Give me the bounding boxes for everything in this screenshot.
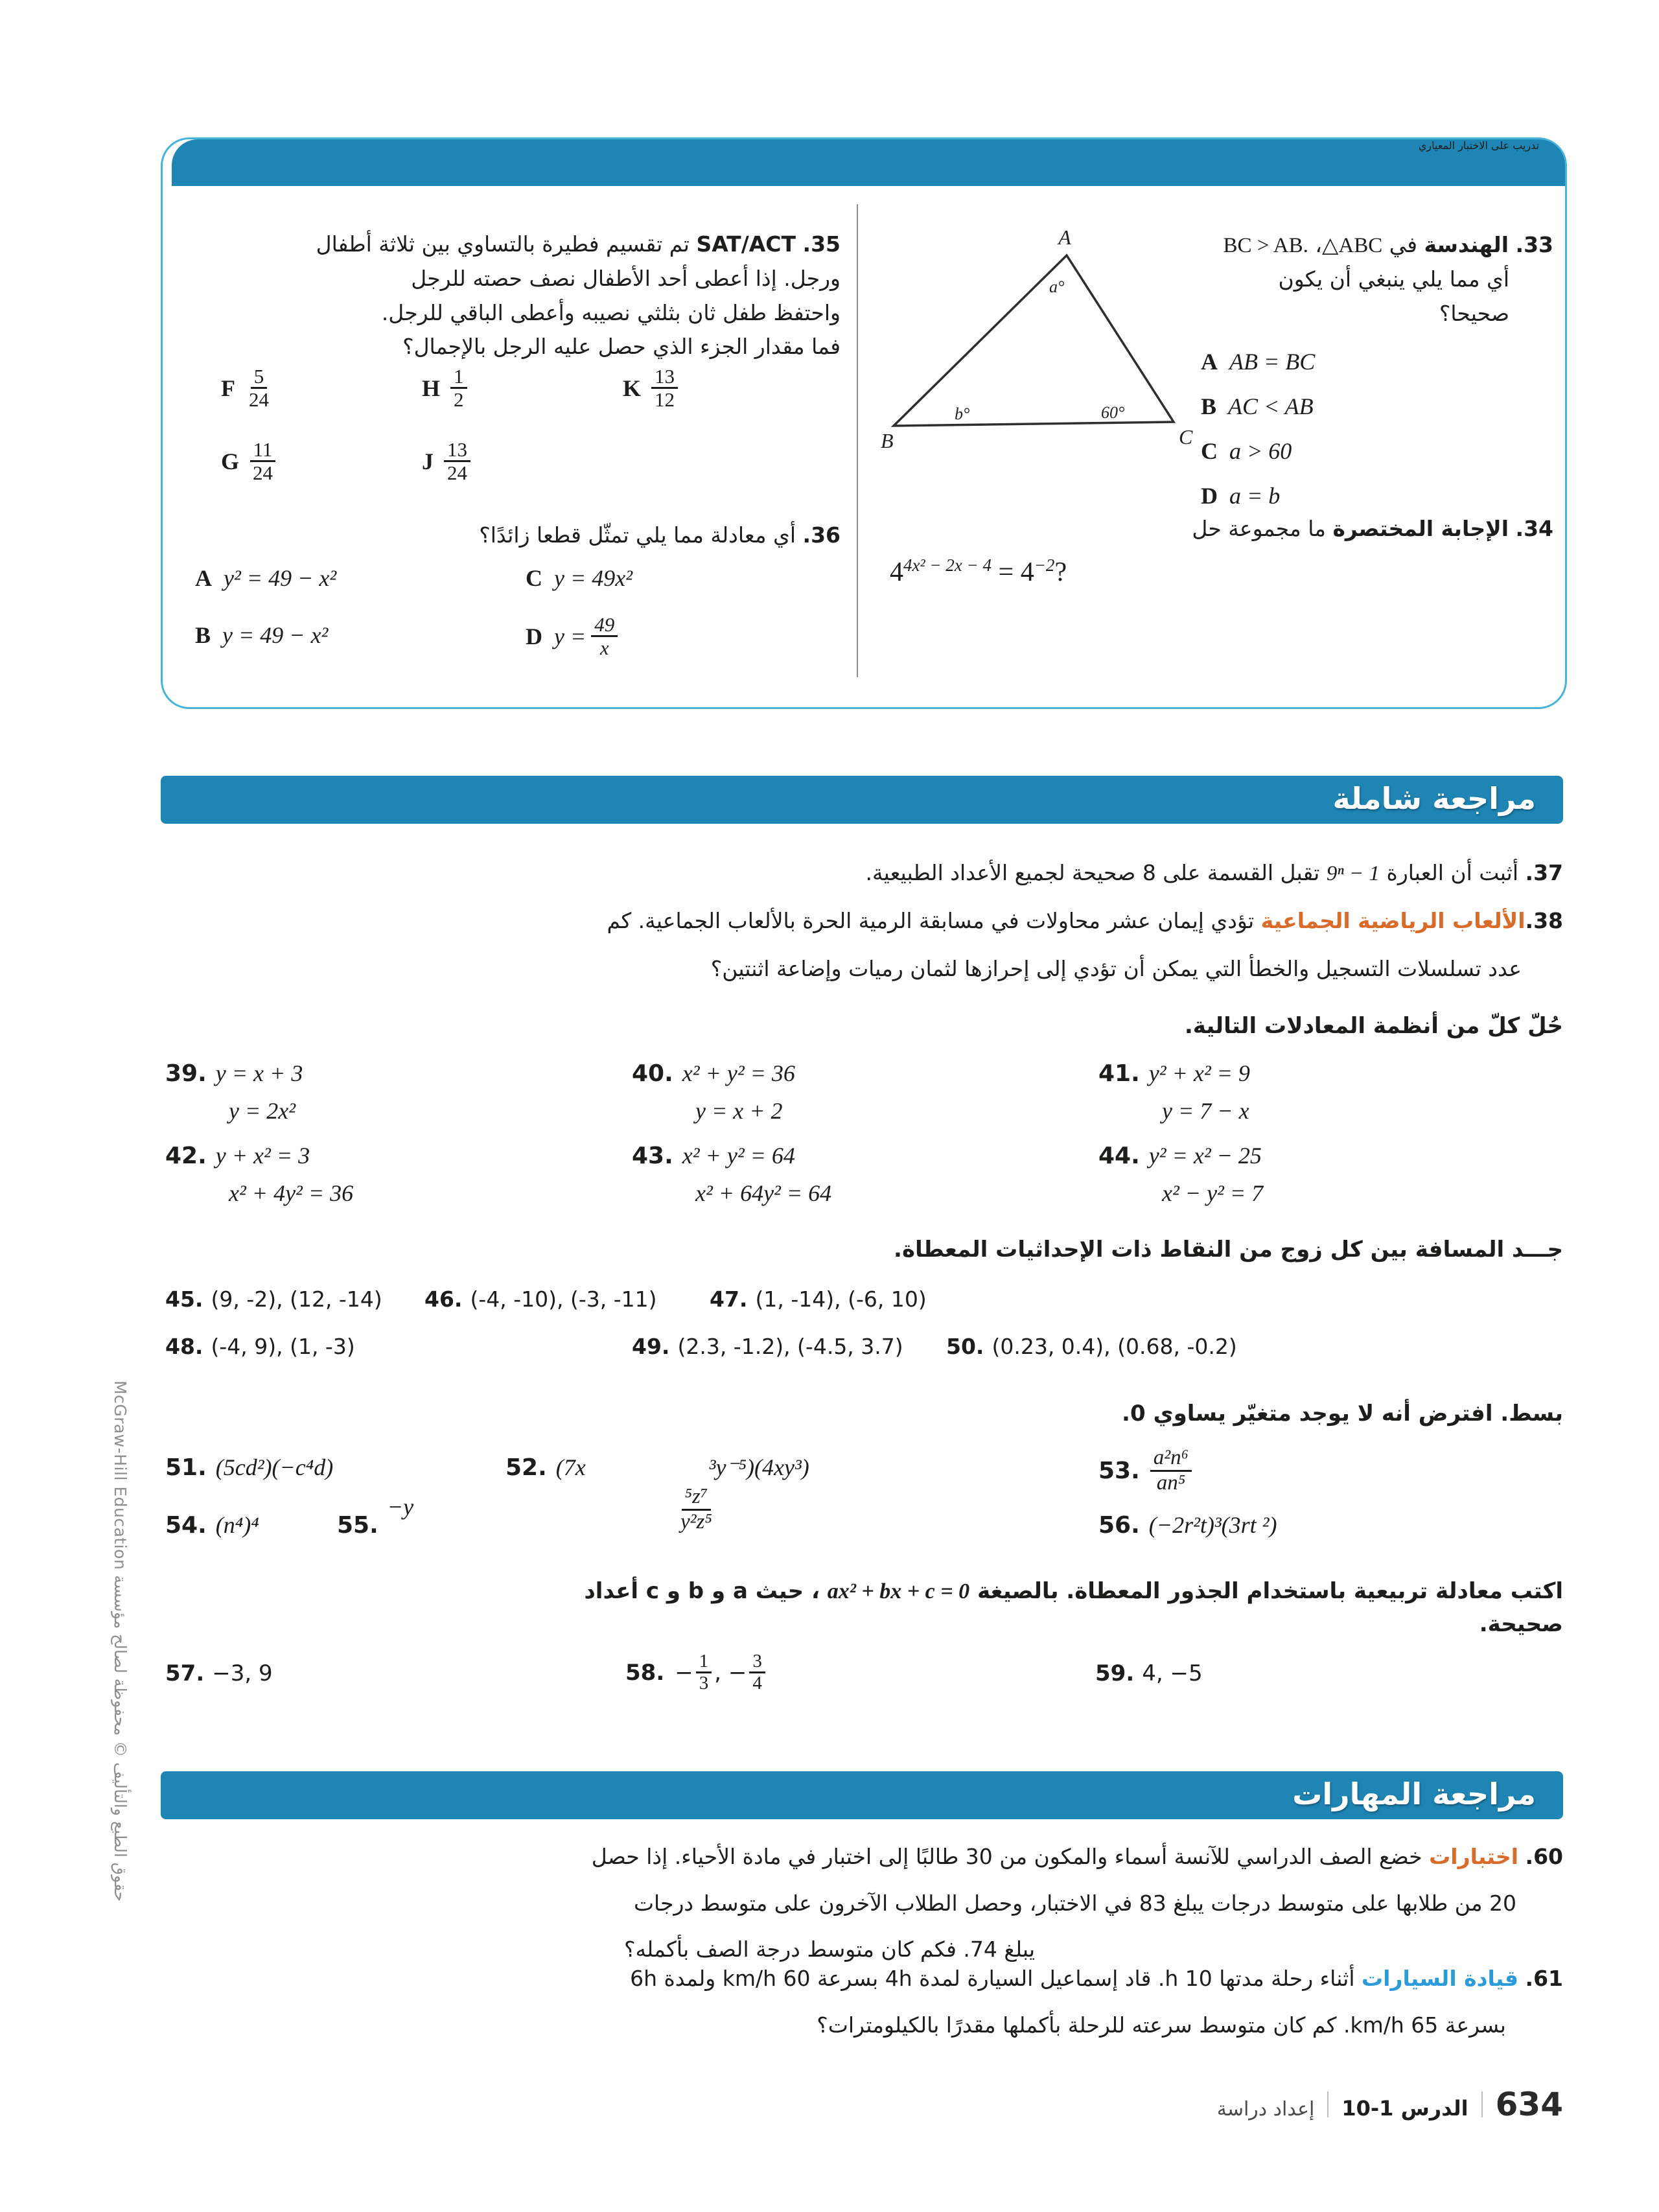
problem-55: 55.−y <box>337 1494 414 1539</box>
problem-50: 50. (0.23, 0.4), (0.68, -0.2) <box>946 1334 1237 1359</box>
choice-f: F $\frac{5}{24}$ <box>221 365 269 412</box>
problem-47: 47. (1, -14), (-6, 10) <box>710 1286 927 1312</box>
problem-36-line: 36. أي معادلة مما يلي تمثّل قطعا زائدًا؟ <box>479 522 841 548</box>
footer-divider <box>1481 2091 1483 2117</box>
problem-40: 40. x² + y² = 36 y = x + 2 <box>632 1060 795 1124</box>
vertex-label-b: B <box>881 429 894 452</box>
problem-37: 37. أثبت أن العبارة 9ⁿ − 1 تقبل القسمة على 8 صحيحة لجميع الأعداد الطبيعية. <box>865 860 1563 885</box>
choice-a: A AB = BC <box>1201 349 1316 375</box>
problem-46: 46. (-4, -10), (-3, -11) <box>424 1286 657 1312</box>
problem-36-choices-row2 <box>180 614 841 679</box>
problem-53: 53. $\frac{\text{a²n⁶}}{\text{an⁵}}$ <box>1098 1447 1192 1495</box>
problem-keyword: SAT/ACT <box>696 231 796 257</box>
choice-j: J $\frac{13}{24}$ <box>422 439 470 484</box>
page-number: 634 <box>1495 2086 1563 2123</box>
triangle-ref: △ABC <box>1322 234 1383 257</box>
problem-39: 39. y = x + 3 y = 2x² <box>165 1060 303 1124</box>
problem-keyword: الهندسة <box>1424 232 1509 257</box>
problem-57: 57. −3, 9 <box>165 1660 273 1686</box>
solve-systems-heading: حُلّ كلّ من أنظمة المعادلات التالية. <box>1184 1013 1563 1039</box>
vertex-label-c: C <box>1179 425 1193 448</box>
problem-35-text: 35. SAT/ACT تم تقسيم فطيرة بالتساوي بين ثلاثة أطفال ورجل. إذا أعطى أحد الأطفال نصف حصته للرجل واحتفظ طفل ثان بثلثي نصيبه وأعطى الباقي للرجل. فما مقدار الجزء الذي حصل عليه الرجل بالإجمال؟ <box>316 231 841 360</box>
column-right <box>872 200 1553 693</box>
problem-52: 52. (7x ³y⁻⁵)(4xy³) <box>505 1454 809 1481</box>
problem-45: 45. (9, -2), (12, -14) <box>165 1286 382 1312</box>
problem-61: 61. قيادة السيارات أثناء رحلة مدتها 10 h. قاد إسماعيل السيارة لمدة 4h بسرعة 60 km/h ولمدة 6h بسرعة 65 km/h. كم كان متوسط سرعته للرحلة بأكملها مقدرًا بالكيلومترات؟ <box>630 1966 1563 2038</box>
comprehensive-review-bar <box>161 776 1563 824</box>
column-divider <box>857 204 858 677</box>
section-title: تدريب على الاختبار المعياري <box>1418 139 1539 152</box>
angle-label-b: b° <box>955 404 970 423</box>
problem-number: 35. <box>802 231 841 257</box>
problem-33-choices <box>1201 348 1315 527</box>
distance-heading: جـــد المسافة بين كل زوج من النقاط ذات الإحداثيات المعطاة. <box>894 1237 1563 1263</box>
problem-33-question: أي مما يلي ينبغي أن يكون صحيحا؟ <box>1278 266 1509 326</box>
problem-60: 60. اختبارات خضع الصف الدراسي للآنسة أسماء والمكون من 30 طالبًا إلى اختبار في مادة الأحياء. إذا حصل 20 من طلابها على متوسط درجات يبلغ 83 في الاختبار، وحصل الطلاب الآخرون على متوسط درجات يبلغ 74. فكم كان متوسط درجة الصف بأكمله؟ <box>591 1844 1563 1962</box>
problem-keyword: اختبارات <box>1429 1844 1519 1869</box>
copyright-text: حقوق الطبع والتأليف © محفوظة لصالح مؤسسة McGraw-Hill Education <box>111 1380 130 1902</box>
problem-keyword: الإجابة المختصرة <box>1332 516 1509 541</box>
problem-49: 49. (2.3, -1.2), (-4.5, 3.7) <box>632 1334 903 1359</box>
problem-44: 44. y² = x² − 25 x² − y² = 7 <box>1098 1143 1264 1206</box>
choice-h: H $\frac{1}{2}$ <box>422 366 467 411</box>
problem-keyword: الألعاب الرياضية الجماعية <box>1260 908 1526 933</box>
problem-58: 58. − $\frac{1}{3}$ , − $\frac{3}{4}$ <box>625 1651 765 1694</box>
problem-34-line: 34. الإجابة المختصرة ما مجموعة حل <box>1192 516 1553 541</box>
problem-number: 36. <box>802 522 841 548</box>
problem-55-fraction: $\frac{\text{⁵z⁷}}{\text{y²z⁵}}$ <box>680 1485 712 1533</box>
problem-33-line: 33. الهندسة في △ABC، BC > AB. <box>1223 232 1553 257</box>
column-left <box>180 200 841 693</box>
problem-51: 51. (5cd²)(−c⁴d) <box>165 1454 334 1481</box>
section-title: مراجعة شاملة <box>1332 781 1536 816</box>
problem-56: 56. (−2r²t)³(3rt ²) <box>1098 1512 1277 1539</box>
problem-42: 42. y + x² = 3 x² + 4y² = 36 <box>165 1143 354 1206</box>
problem-number: 34. <box>1515 516 1553 541</box>
footer-divider <box>1327 2091 1328 2117</box>
problem-36-choices-row1 <box>180 565 841 610</box>
skills-review-bar <box>161 1771 1563 1819</box>
expression-9n-1: 9ⁿ − 1 <box>1326 862 1380 885</box>
section-title: مراجعة المهارات <box>1292 1776 1536 1811</box>
problem-43: 43. x² + y² = 64 x² + 64y² = 64 <box>632 1143 832 1206</box>
study-prep-label: إعداد دراسة <box>1216 2098 1315 2121</box>
standard-form: ax² + bx + c = 0 <box>827 1579 970 1603</box>
choice-k: K $\frac{13}{12}$ <box>623 366 678 411</box>
vertex-label-a: A <box>1058 226 1071 249</box>
choice-b: B y = 49 − x² <box>195 622 329 648</box>
problem-48: 48. (-4, 9), (1, -3) <box>165 1334 355 1359</box>
problem-59: 59. 4, −5 <box>1095 1660 1203 1686</box>
problem-41: 41. y² + x² = 9 y = 7 − x <box>1098 1060 1250 1124</box>
page-footer <box>1217 2086 1563 2123</box>
problem-34-equation: $4^{4x^2 - 2x - 4} = 4^{-2}$? <box>890 555 1067 587</box>
choice-b: B AC < AB <box>1201 393 1314 419</box>
relation: BC > AB. <box>1223 234 1308 257</box>
choice-c: C a > 60 <box>1201 438 1292 464</box>
problem-38: 38.الألعاب الرياضية الجماعية تؤدي إيمان عشر محاولات في مسابقة الرمية الحرة بالألعاب الجماعية. كم عدد تسلسلات التسجيل والخطأ التي يمكن أن تؤدي إلى إحرازها لثمان رميات وإضاعة اثنتين؟ <box>607 908 1563 981</box>
choice-d: D a = b <box>1201 483 1281 509</box>
test-practice-header-bar <box>172 139 1565 186</box>
angle-label-60: 60° <box>1101 403 1125 422</box>
problem-number: 33. <box>1515 232 1553 257</box>
problem-keyword: قيادة السيارات <box>1362 1966 1519 1991</box>
choice-g: G $\frac{11}{24}$ <box>221 439 276 484</box>
lesson-label: الدرس 1-10 <box>1341 2096 1468 2121</box>
choice-d: D y = $\frac{49}{x}$ <box>526 614 618 659</box>
simplify-heading: بسط. افترض أنه لا يوجد متغيّر يساوي 0. <box>1122 1401 1563 1426</box>
triangle-diagram <box>876 226 1193 452</box>
angle-label-a: a° <box>1049 277 1065 296</box>
choice-c: C y = 49x² <box>526 565 633 591</box>
triangle-outline <box>894 255 1174 426</box>
choice-a: A y² = 49 − x² <box>195 565 337 591</box>
test-practice-box <box>161 137 1567 709</box>
quadratic-heading: اكتب معادلة تربيعية باستخدام الجذور المعطاة. بالصيغة ax² + bx + c = 0 ، حيث a و b و c أعداد صحيحة. <box>584 1578 1563 1637</box>
problem-54: 54. (n⁴)⁴ <box>165 1512 259 1539</box>
